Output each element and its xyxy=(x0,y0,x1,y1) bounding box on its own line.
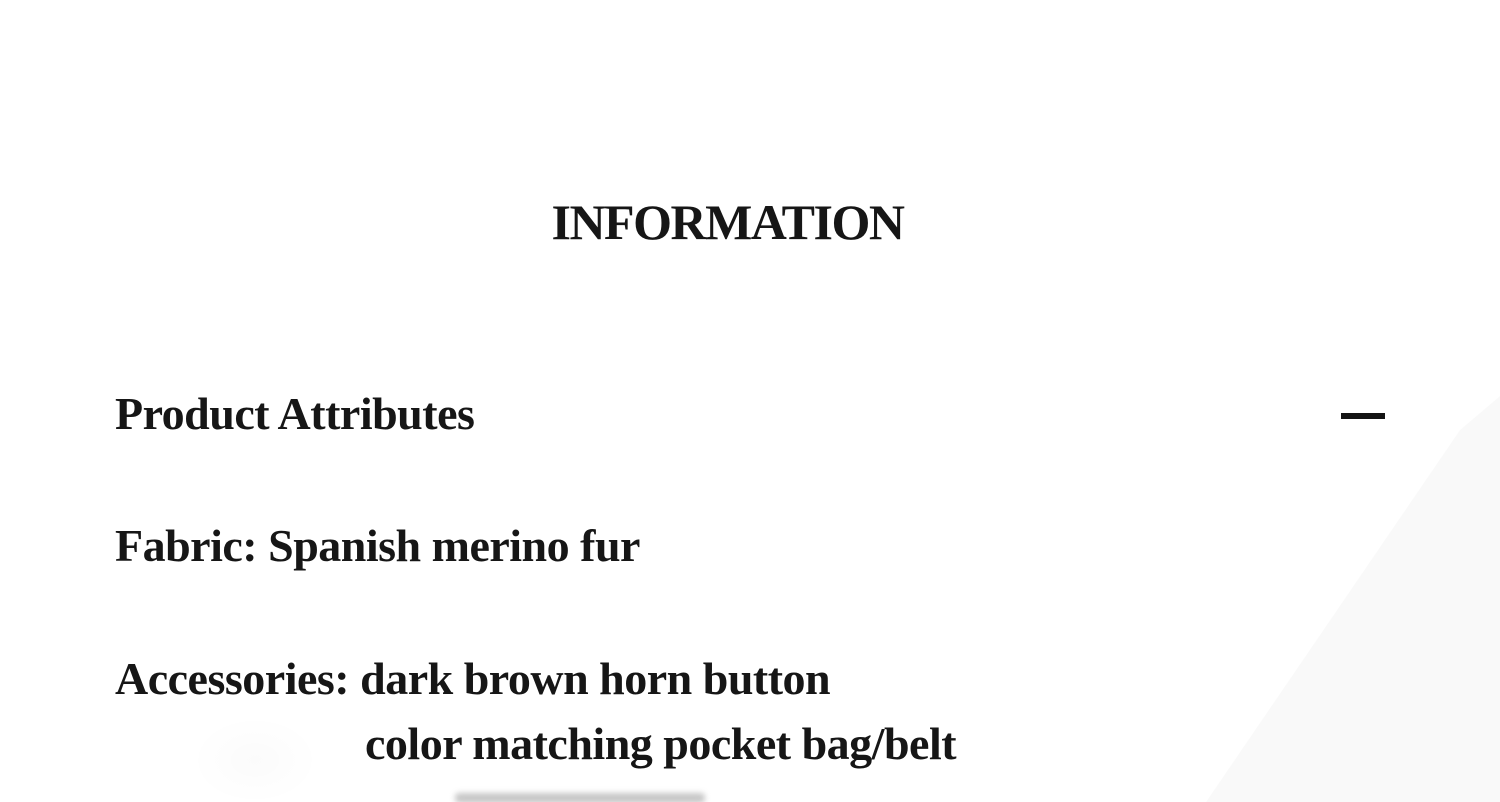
attribute-line-accessories-continued: color matching pocket bag/belt xyxy=(365,718,957,769)
minus-icon xyxy=(1341,413,1385,419)
accordion-header-label: Product Attributes xyxy=(115,388,475,439)
attribute-line-accessories: Accessories: dark brown horn button xyxy=(115,653,831,704)
accordion-collapse-button[interactable] xyxy=(1341,398,1385,431)
attribute-line-fabric: Fabric: Spanish merino fur xyxy=(115,520,640,571)
cutoff-content-below-fold xyxy=(455,793,705,802)
product-attributes-accordion-header[interactable] xyxy=(115,386,1385,442)
page-title: INFORMATION xyxy=(551,194,904,250)
background-artifact-blob xyxy=(190,715,320,802)
